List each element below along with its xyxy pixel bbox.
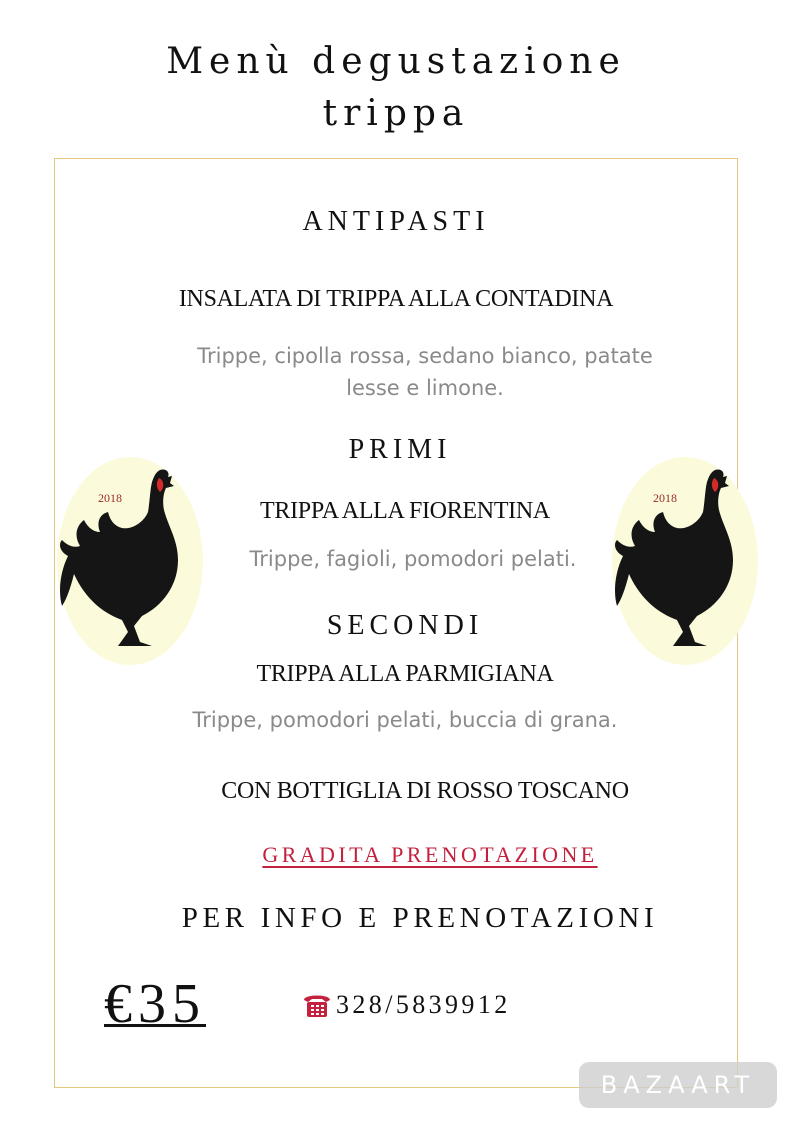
page-title-line2: trippa [322, 93, 470, 134]
rooster-emblem-left [56, 456, 204, 666]
section-heading-secondi: SECONDI [326, 610, 484, 641]
booking-note: GRADITA PRENOTAZIONE [262, 842, 598, 867]
page-title [0, 36, 792, 140]
description-line: Trippe, cipolla rossa, sedano bianco, patate [197, 344, 653, 368]
wine-note: CON BOTTIGLIA DI ROSSO TOSCANO [221, 778, 629, 804]
price: €35 [104, 973, 206, 1035]
phone-contact [302, 990, 511, 1020]
phone-number: 328/5839912 [336, 990, 511, 1019]
description-line: lesse e limone. [346, 376, 504, 400]
dish-insalata-description [110, 340, 740, 404]
info-heading: PER INFO E PRENOTAZIONI [181, 902, 659, 934]
section-heading-primi: PRIMI [348, 434, 452, 465]
emblem-year-left: 2018 [98, 491, 122, 505]
dish-fiorentina-description: Trippe, fagioli, pomodori pelati. [249, 547, 577, 571]
dish-insalata: INSALATA DI TRIPPA ALLA CONTADINA [178, 286, 614, 312]
emblem-year-right: 2018 [653, 491, 677, 505]
page-title-line1: Menù degustazione [166, 41, 626, 82]
section-heading-antipasti: ANTIPASTI [302, 206, 490, 237]
telephone-icon [302, 991, 332, 1019]
rooster-emblem-right [611, 456, 759, 666]
dish-parmigiana-description: Trippe, pomodori pelati, buccia di grana. [192, 708, 618, 732]
bazaart-watermark: BAZAART [579, 1062, 777, 1108]
dish-parmigiana: TRIPPA ALLA PARMIGIANA [256, 661, 554, 687]
dish-fiorentina: TRIPPA ALLA FIORENTINA [260, 498, 550, 524]
